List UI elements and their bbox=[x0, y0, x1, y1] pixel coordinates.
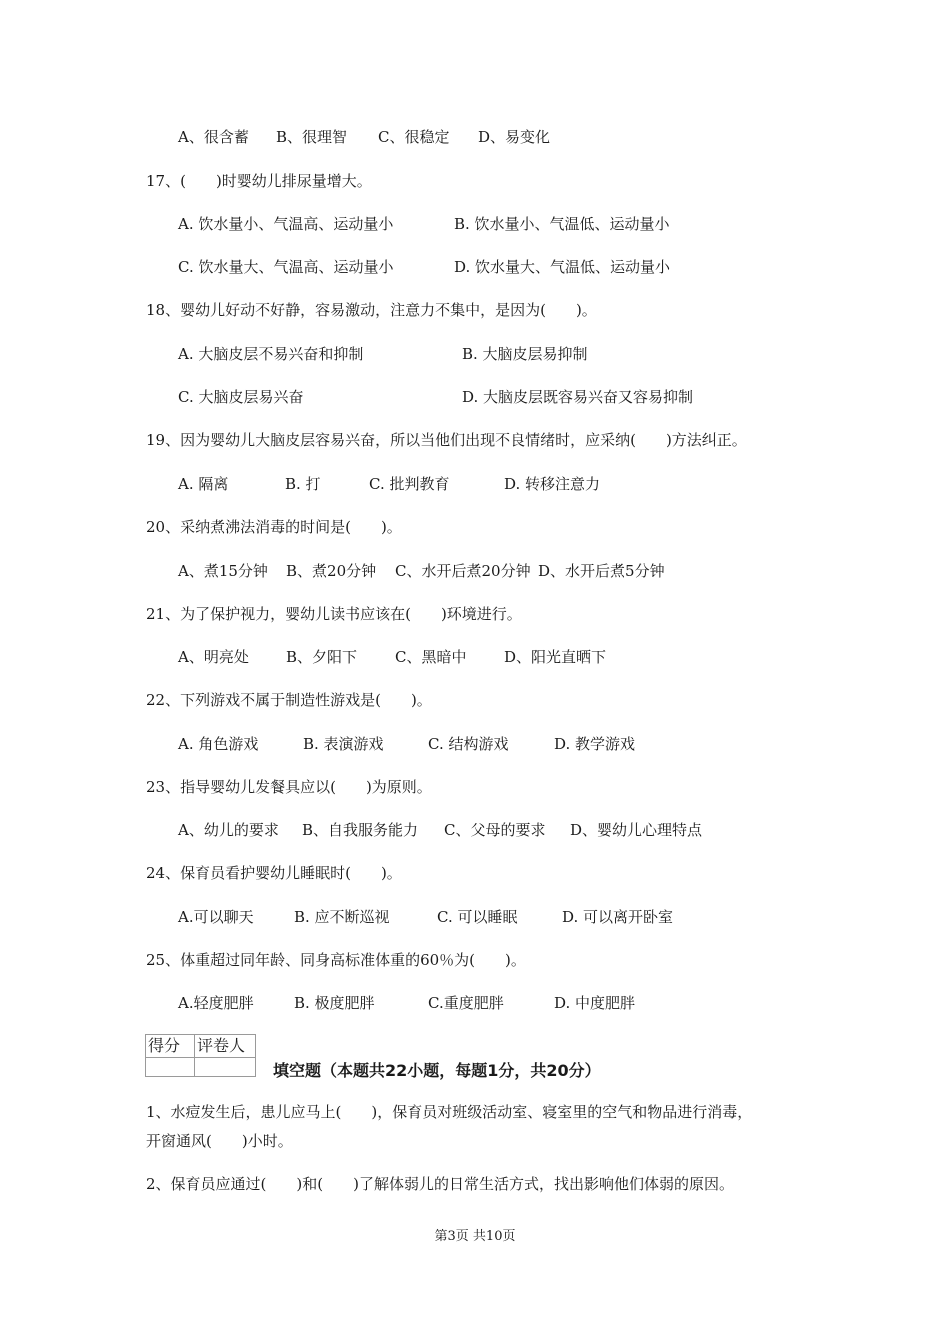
q20-option-a: A、煮15分钟 bbox=[178, 562, 268, 580]
q18-option-a: A. 大脑皮层不易兴奋和抑制 bbox=[178, 345, 364, 363]
q23-option-d: D、婴幼儿心理特点 bbox=[570, 821, 703, 839]
q25-stem: 25、体重超过同年龄、同身高标准体重的60％为( )。 bbox=[146, 951, 526, 969]
q21-option-c: C、黑暗中 bbox=[395, 648, 467, 666]
q18-stem: 18、婴幼儿好动不好静，容易激动，注意力不集中，是因为( )。 bbox=[146, 301, 597, 319]
q19-option-a: A. 隔离 bbox=[178, 475, 229, 493]
page-footer: 第3页 共10页 bbox=[434, 1229, 516, 1244]
q16-option-d: D、易变化 bbox=[478, 128, 551, 146]
score-label: 得分 bbox=[146, 1035, 195, 1058]
grader-label: 评卷人 bbox=[195, 1035, 256, 1058]
q17-option-d: D. 饮水量大、气温低、运动量小 bbox=[454, 258, 671, 276]
q20-option-d: D、水开后煮5分钟 bbox=[538, 562, 665, 580]
q19-option-d: D. 转移注意力 bbox=[504, 475, 601, 493]
q16-option-c: C、很稳定 bbox=[378, 128, 450, 146]
q21-option-a: A、明亮处 bbox=[178, 648, 249, 666]
q20-option-b: B、煮20分钟 bbox=[286, 562, 377, 580]
q16-option-a: A、很含蓄 bbox=[178, 128, 249, 146]
q23-option-c: C、父母的要求 bbox=[444, 821, 546, 839]
q20-option-c: C、水开后煮20分钟 bbox=[395, 562, 531, 580]
q18-option-d: D. 大脑皮层既容易兴奋又容易抑制 bbox=[462, 388, 694, 406]
q22-option-c: C. 结构游戏 bbox=[428, 735, 509, 753]
q17-option-a: A. 饮水量小、气温高、运动量小 bbox=[178, 215, 394, 233]
q23-option-a: A、幼儿的要求 bbox=[178, 821, 279, 839]
q25-option-d: D. 中度肥胖 bbox=[554, 994, 636, 1012]
q24-stem: 24、保育员看护婴幼儿睡眠时( )。 bbox=[146, 864, 402, 882]
q19-stem: 19、因为婴幼儿大脑皮层容易兴奋，所以当他们出现不良情绪时，应采纳( )方法纠正。 bbox=[146, 431, 747, 449]
q22-stem: 22、下列游戏不属于制造性游戏是( )。 bbox=[146, 691, 432, 709]
q24-option-b: B. 应不断巡视 bbox=[294, 908, 390, 926]
q18-option-b: B. 大脑皮层易抑制 bbox=[462, 345, 588, 363]
q19-option-c: C. 批判教育 bbox=[369, 475, 450, 493]
q21-option-b: B、夕阳下 bbox=[286, 648, 358, 666]
q23-option-b: B、自我服务能力 bbox=[302, 821, 419, 839]
q24-option-a: A.可以聊天 bbox=[178, 908, 254, 926]
q22-option-d: D. 教学游戏 bbox=[554, 735, 636, 753]
section-title: 填空题（本题共22小题，每题1分，共20分） bbox=[273, 1061, 601, 1080]
score-cell[interactable] bbox=[146, 1058, 195, 1077]
q23-stem: 23、指导婴幼儿发餐具应以( )为原则。 bbox=[146, 778, 432, 796]
q22-option-b: B. 表演游戏 bbox=[303, 735, 384, 753]
q17-stem: 17、( )时婴幼儿排尿量增大。 bbox=[146, 172, 372, 190]
fill1-line1: 1、水痘发生后，患儿应马上( )，保育员对班级活动室、寝室里的空气和物品进行消毒， bbox=[146, 1103, 753, 1121]
q25-option-b: B. 极度肥胖 bbox=[294, 994, 375, 1012]
q20-stem: 20、采纳煮沸法消毒的时间是( )。 bbox=[146, 518, 402, 536]
q17-option-c: C. 饮水量大、气温高、运动量小 bbox=[178, 258, 394, 276]
q21-option-d: D、阳光直晒下 bbox=[504, 648, 607, 666]
q19-option-b: B. 打 bbox=[285, 475, 321, 493]
q22-option-a: A. 角色游戏 bbox=[178, 735, 259, 753]
q17-option-b: B. 饮水量小、气温低、运动量小 bbox=[454, 215, 670, 233]
q24-option-d: D. 可以离开卧室 bbox=[562, 908, 674, 926]
q18-option-c: C. 大脑皮层易兴奋 bbox=[178, 388, 304, 406]
q25-option-c: C.重度肥胖 bbox=[428, 994, 504, 1012]
fill1-line2: 开窗通风( )小时。 bbox=[146, 1132, 293, 1150]
grader-cell[interactable] bbox=[195, 1058, 256, 1077]
q16-option-b: B、很理智 bbox=[276, 128, 348, 146]
q24-option-c: C. 可以睡眠 bbox=[437, 908, 518, 926]
score-box bbox=[145, 1034, 256, 1077]
q21-stem: 21、为了保护视力，婴幼儿读书应该在( )环境进行。 bbox=[146, 605, 522, 623]
q25-option-a: A.轻度肥胖 bbox=[178, 994, 254, 1012]
fill2-stem: 2、保育员应通过( )和( )了解体弱儿的日常生活方式，找出影响他们体弱的原因。 bbox=[146, 1175, 734, 1193]
